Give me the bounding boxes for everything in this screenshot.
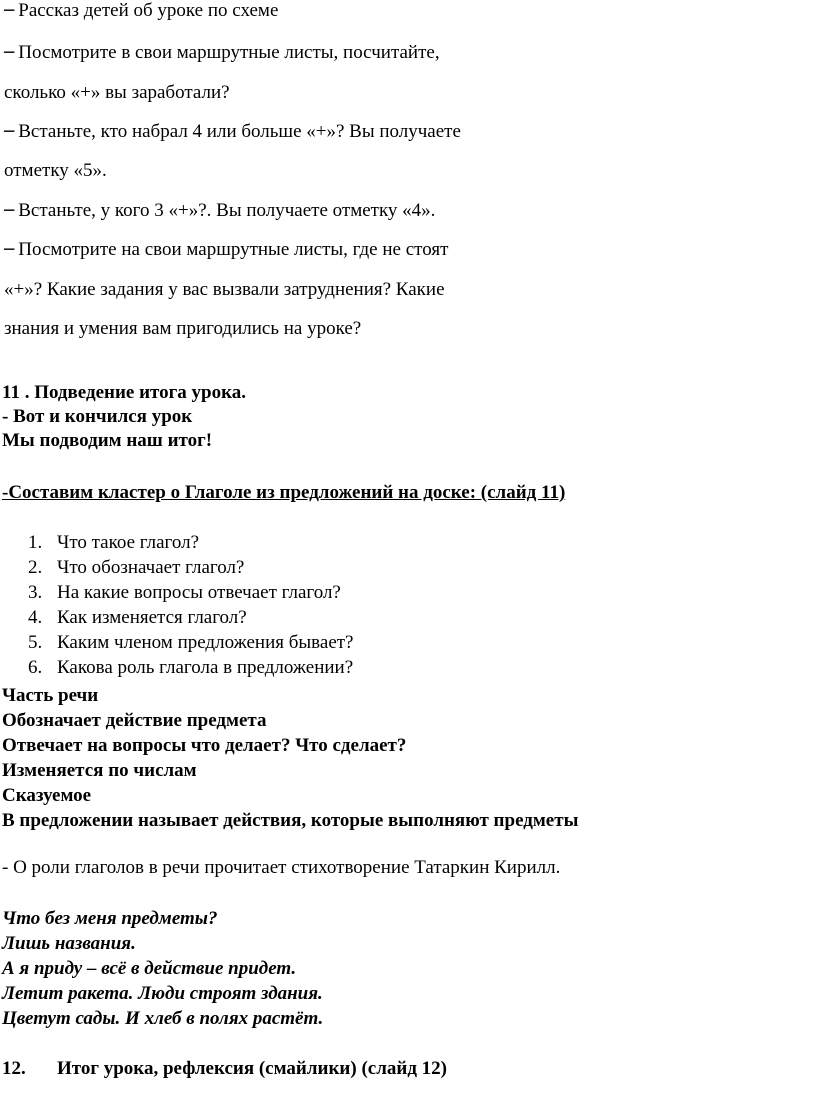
dash-item-5-cont-2 — [4, 318, 361, 340]
section-12-text: Итог урока, рефлексия (смайлики) (слайд 12) — [57, 1058, 448, 1079]
list-number: 5. — [28, 632, 43, 653]
dash-item-line: знания и умения вам пригодились на уроке? — [4, 318, 362, 339]
list-text: Что обозначает глагол? — [57, 557, 245, 578]
list-text: Что такое глагол? — [57, 532, 200, 553]
dash-bullet: ─ — [4, 122, 15, 142]
cluster-task: -Составим кластер о Глаголе из предложений на доске: (слайд 11) — [2, 482, 566, 503]
dash-item-line: Рассказ детей об уроке по схеме — [18, 0, 279, 21]
list-text: Каким членом предложения бывает? — [57, 632, 354, 653]
poem-line: Что без меня предметы? — [2, 908, 218, 929]
list-number: 2. — [28, 557, 43, 578]
poem-block — [2, 906, 323, 1031]
poem-line: Цветут сады. И хлеб в полях растёт. — [2, 1008, 324, 1029]
dash-bullet: ─ — [4, 43, 15, 63]
dash-item-line: Встаньте, кто набрал 4 или больше «+»? Вы получаете — [18, 121, 461, 142]
list-number: 4. — [28, 607, 43, 628]
dash-item-3-cont — [4, 160, 107, 182]
poem-line: Летит ракета. Люди строят здания. — [2, 983, 323, 1004]
list-number: 1. — [28, 532, 43, 553]
dash-item-line: «+»? Какие задания у вас вызвали затруднения? Какие — [4, 279, 445, 300]
list-number: 6. — [28, 657, 43, 678]
answer-line: Изменяется по числам — [2, 760, 197, 781]
dash-item-line: Посмотрите на свои маршрутные листы, где не стоят — [18, 239, 449, 260]
reading-line: - О роли глаголов в речи прочитает стихотворение Татаркин Кирилл. — [2, 857, 561, 878]
list-text: На какие вопросы отвечает глагол? — [57, 582, 341, 603]
dash-item-2 — [4, 42, 440, 64]
dash-item-line: отметку «5». — [4, 160, 107, 181]
dash-bullet: ─ — [4, 1, 15, 21]
answer-line: Отвечает на вопросы что делает? Что сделает? — [2, 735, 407, 756]
answers-block — [2, 683, 578, 833]
dash-item-5 — [4, 239, 448, 261]
dash-item-line: сколько «+» вы заработали? — [4, 82, 230, 103]
dash-item-5-cont-1 — [4, 279, 445, 301]
list-number: 3. — [28, 582, 43, 603]
poem-line: Лишь названия. — [2, 933, 136, 954]
answer-line: В предложении называет действия, которые выполняют предметы — [2, 810, 579, 831]
dash-item-2-cont — [4, 82, 230, 104]
poem-line: А я приду – всё в действие придет. — [2, 958, 297, 979]
dash-bullet: ─ — [4, 240, 15, 260]
dash-item-4 — [4, 200, 435, 222]
dash-item-line: Посмотрите в свои маршрутные листы, посчитайте, — [18, 42, 440, 63]
dash-item-line: Встаньте, у кого 3 «+»?. Вы получаете отметку «4». — [18, 200, 436, 221]
list-text: Какова роль глагола в предложении? — [57, 657, 354, 678]
answer-line: Часть речи — [2, 685, 99, 706]
section-11-line: - Вот и кончился урок — [2, 406, 193, 427]
section-11 — [2, 381, 246, 453]
list-text: Как изменяется глагол? — [57, 607, 247, 628]
answer-line: Обозначает действие предмета — [2, 710, 267, 731]
section-12-heading — [2, 1058, 447, 1080]
section-11-heading: 11 . Подведение итога урока. — [2, 382, 246, 403]
section-11-line: Мы подводим наш итог! — [2, 430, 213, 451]
dash-bullet: ─ — [4, 201, 15, 221]
answer-line: Сказуемое — [2, 785, 92, 806]
dash-item-3 — [4, 121, 461, 143]
section-12-number: 12. — [2, 1058, 26, 1079]
dash-item-1 — [4, 0, 278, 22]
